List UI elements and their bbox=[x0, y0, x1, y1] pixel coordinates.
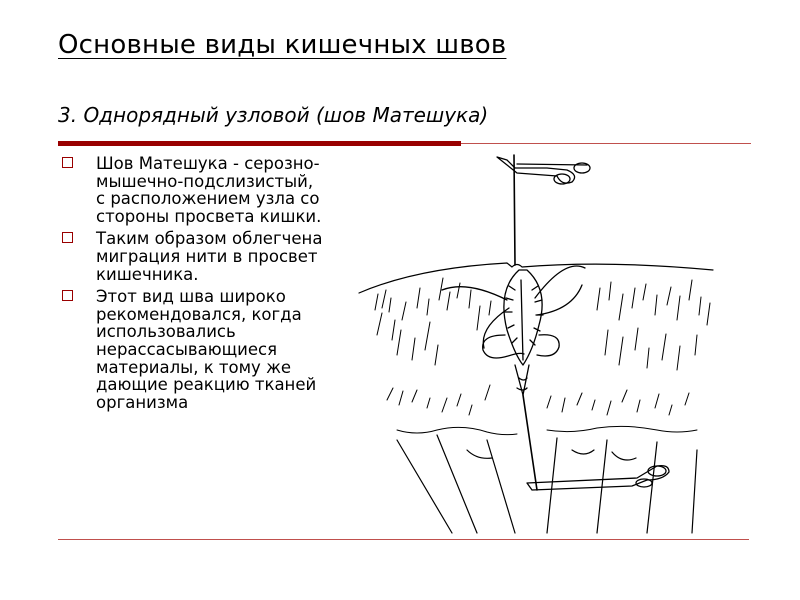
bullet-item bbox=[62, 155, 324, 225]
bullet-text: Этот вид шва широко рекомендовался, когда использовались нерассасывающиеся материалы, к тому же дающие реакцию тканей организма bbox=[96, 287, 317, 412]
square-bullet-icon bbox=[62, 290, 73, 301]
title-divider-thin bbox=[461, 143, 751, 144]
bullet-item bbox=[62, 288, 324, 411]
square-bullet-icon bbox=[62, 232, 73, 243]
bullet-text: Шов Матешука - серозно-мышечно-подслизистый, с расположением узла со стороны просвета кишки. bbox=[96, 154, 322, 226]
bullet-text: Таким образом облегчена миграция нити в просвет кишечника. bbox=[96, 229, 323, 284]
intestinal-suture-illustration bbox=[357, 150, 715, 535]
slide-title: Основные виды кишечных швов bbox=[58, 30, 507, 60]
slide-subtitle: 3. Однорядный узловой (шов Матешука) bbox=[58, 103, 489, 127]
bullet-item bbox=[62, 230, 324, 283]
square-bullet-icon bbox=[62, 157, 73, 168]
title-divider-thick bbox=[58, 141, 461, 146]
bullet-list bbox=[62, 155, 324, 416]
bottom-divider bbox=[58, 539, 749, 540]
